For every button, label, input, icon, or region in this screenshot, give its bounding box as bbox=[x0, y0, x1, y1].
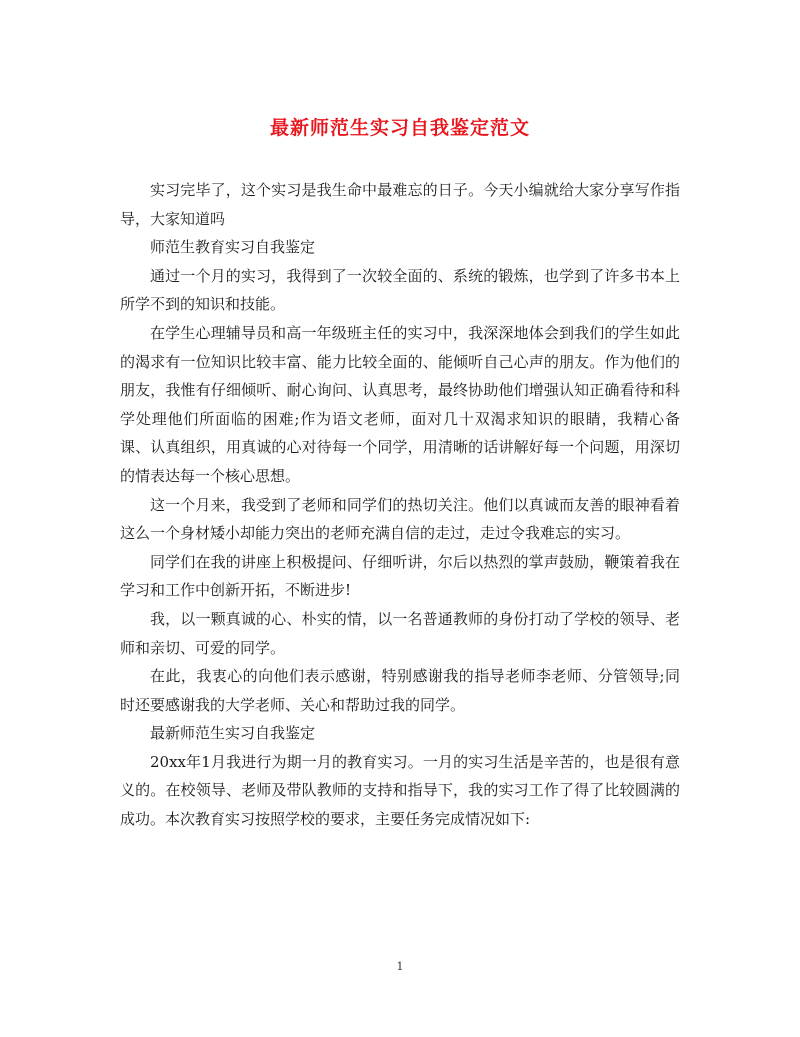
page-number: 1 bbox=[396, 960, 404, 973]
document-body bbox=[120, 176, 680, 834]
paragraph: 20xx年1月我进行为期一月的教育实习。一月的实习生活是辛苦的，也是很有意义的。在校领导、老师及带队教师的支持和指导下，我的实习工作了得了比较圆满的成功。本次教育实习按照学校的要求，主要任务完成情况如下: bbox=[120, 752, 680, 829]
paragraph: 在此，我衷心的向他们表示感谢，特别感谢我的指导老师李老师、分管领导;同时还要感谢我的大学老师、关心和帮助过我的同学。 bbox=[120, 667, 680, 714]
section-heading-2: 最新师范生实习自我鉴定 bbox=[150, 724, 316, 743]
document-title: 最新师范生实习自我鉴定范文 bbox=[269, 117, 530, 139]
paragraph: 这一个月来，我受到了老师和同学们的热切关注。他们以真诚而友善的眼神看着这么一个身材矮小却能力突出的老师充满自信的走过，走过令我难忘的实习。 bbox=[120, 495, 680, 543]
paragraph: 我，以一颗真诚的心、朴实的情，以一名普通教师的身份打动了学校的领导、老师和亲切、可爱的同学。 bbox=[120, 609, 680, 657]
paragraph: 同学们在我的讲座上积极提问、仔细听讲，尔后以热烈的掌声鼓励，鞭策着我在学习和工作中创新开拓，不断进步! bbox=[120, 552, 680, 600]
paragraph: 通过一个月的实习，我得到了一次较全面的、系统的锻炼，也学到了许多书本上所学不到的知识和技能。 bbox=[120, 266, 680, 314]
paragraph-intro: 实习完毕了，这个实习是我生命中最难忘的日子。今天小编就给大家分享写作指导，大家知道吗 bbox=[120, 181, 680, 228]
section-heading-1: 师范生教育实习自我鉴定 bbox=[150, 238, 316, 257]
paragraph: 在学生心理辅导员和高一年级班主任的实习中，我深深地体会到我们的学生如此的渴求有一位知识比较丰富、能力比较全面的、能倾听自己心声的朋友。作为他们的朋友，我惟有仔细倾听、耐心询问、认真思考，最终协助他们增强认知正确看待和科学处理他们所面临的困难;作为语文老师，面对几十双渴求知识的眼睛，我精心备课、认真组织，用真诚的心对待每一个同学，用清晰的话讲解好每一个问题，用深切的情表达每一个核心思想。 bbox=[120, 323, 680, 485]
